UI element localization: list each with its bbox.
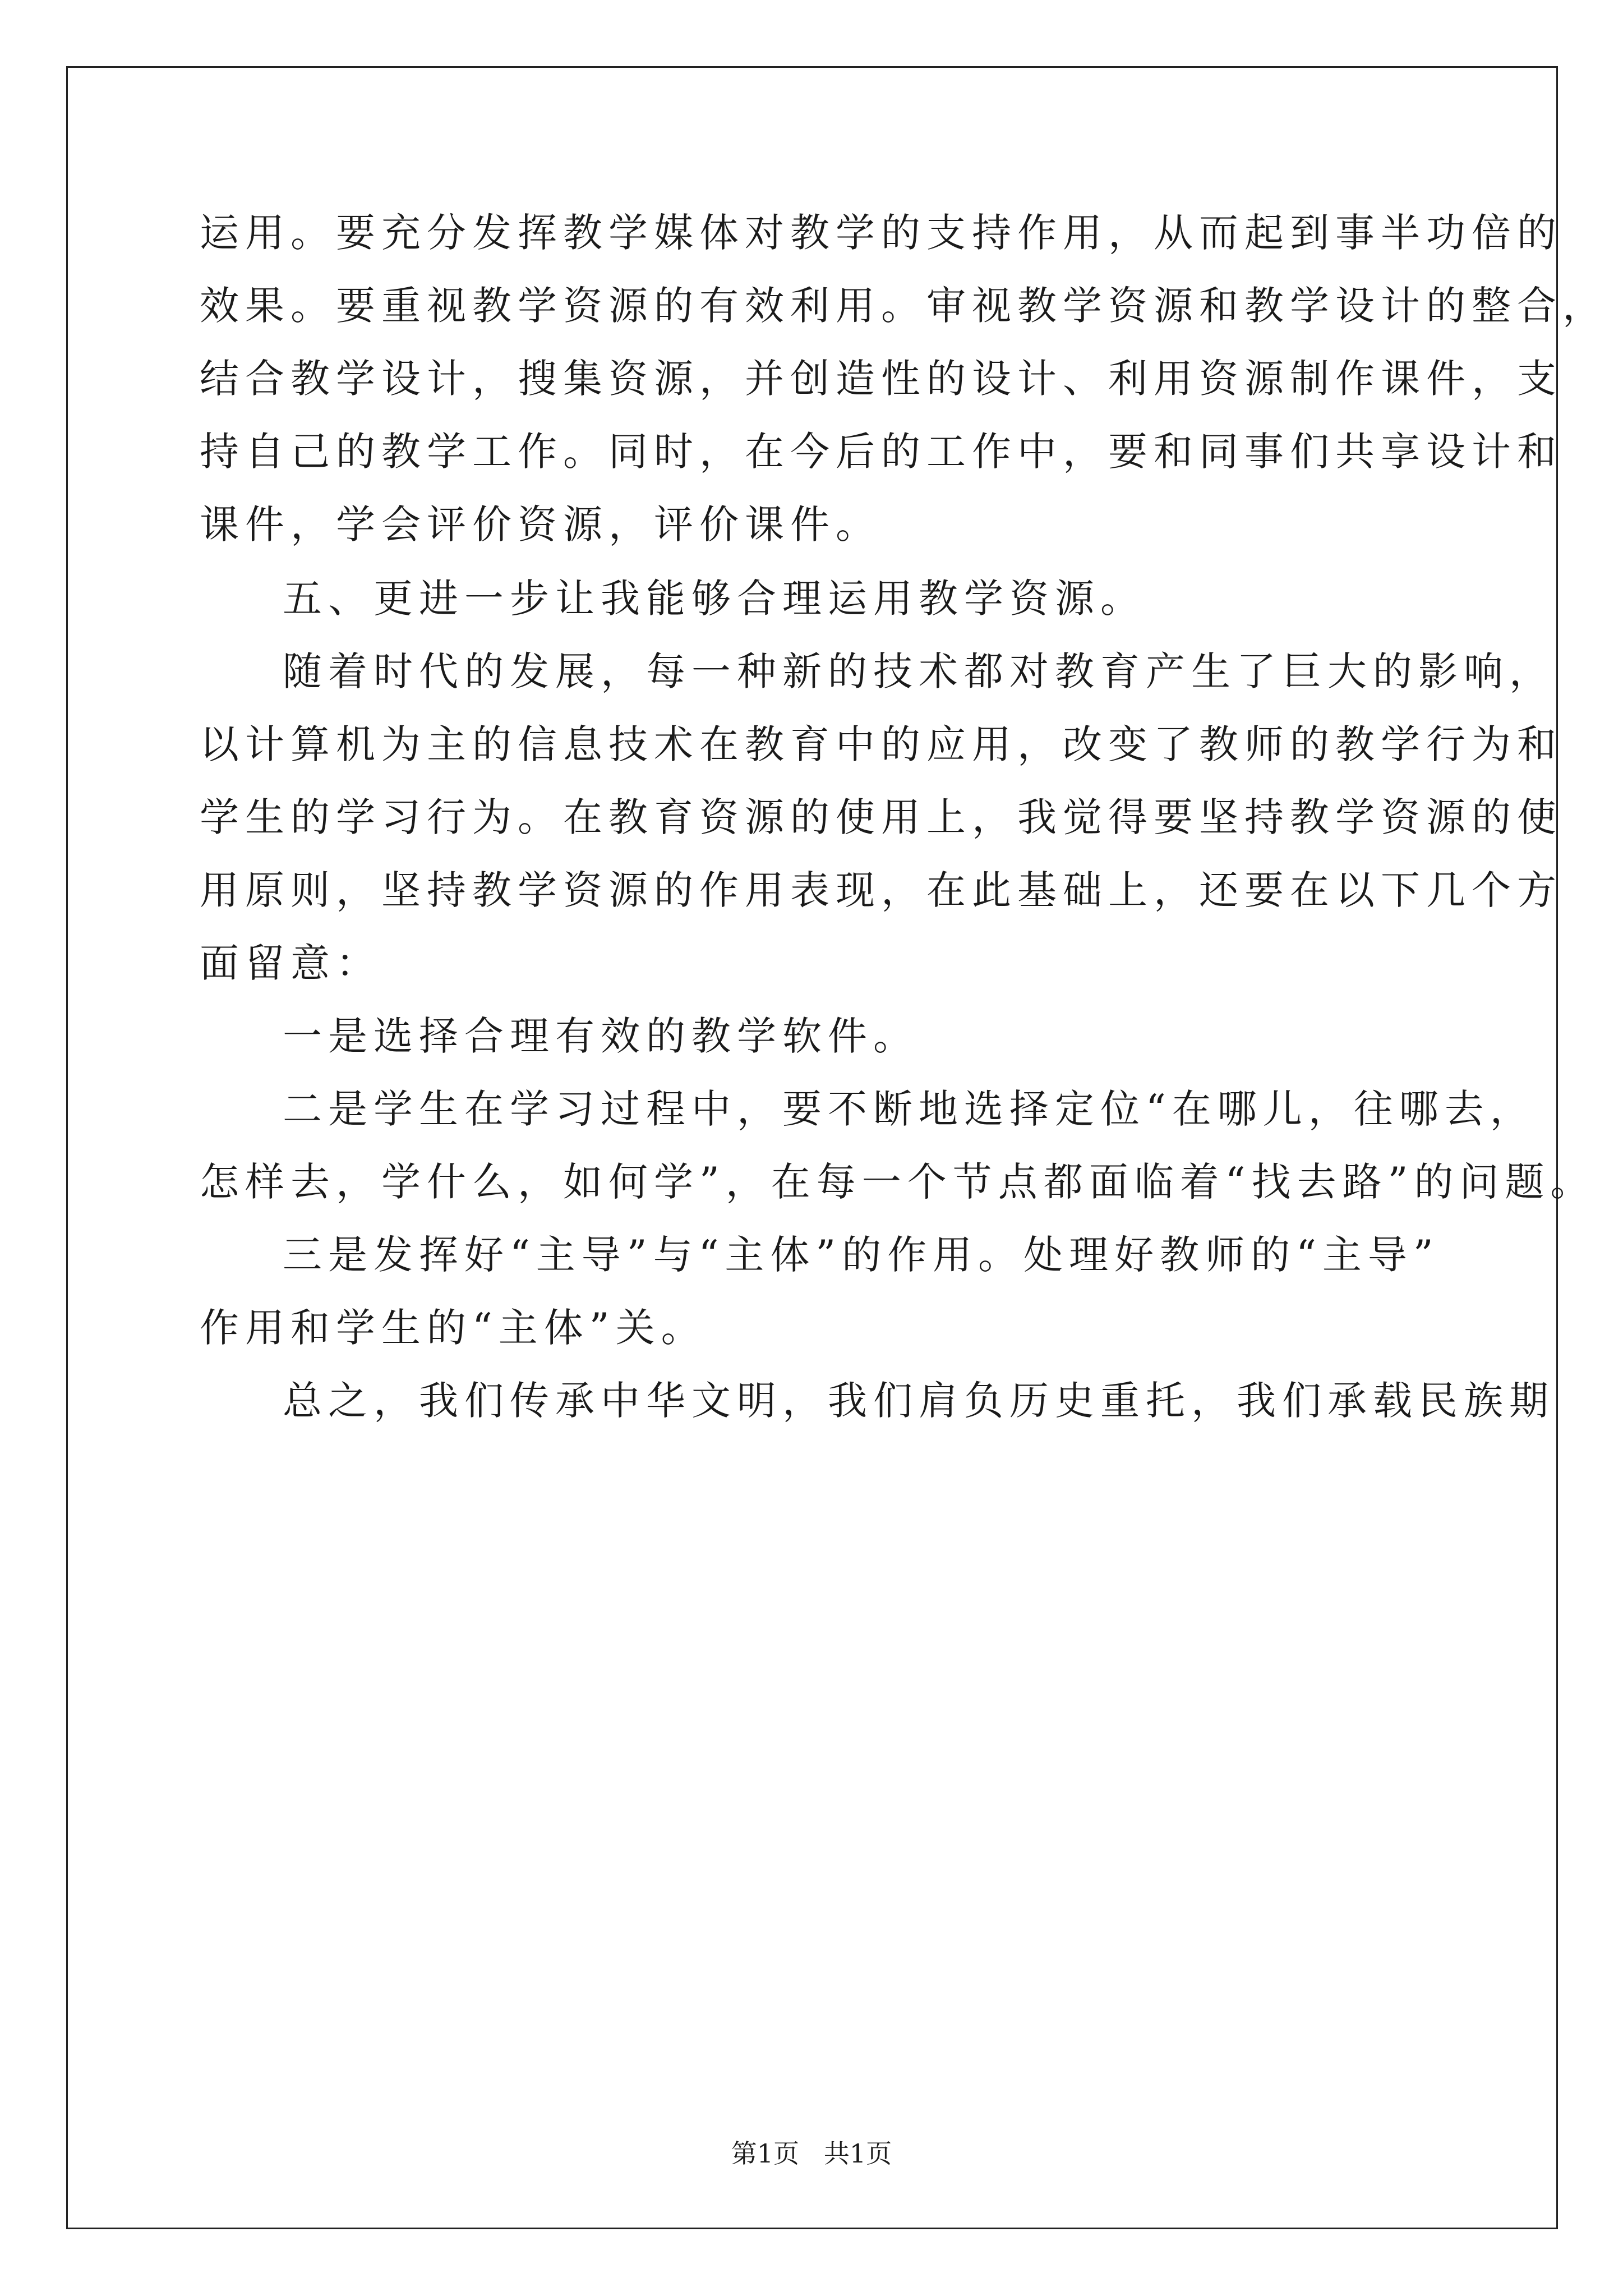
text-line: 运用。要充分发挥教学媒体对教学的支持作用，从而起到事半功倍的: [200, 210, 1562, 256]
text-line: 学生的学习行为。在教育资源的使用上，我觉得要坚持教学资源的使: [200, 794, 1562, 840]
section-heading: 五、更进一步让我能够合理运用教学资源。: [283, 576, 1146, 622]
text-line: 效果。要重视教学资源的有效利用。审视教学资源和教学设计的整合，: [200, 283, 1608, 329]
text-line: 用原则，坚持教学资源的作用表现，在此基础上，还要在以下几个方: [200, 867, 1562, 913]
text-line: 结合教学设计，搜集资源，并创造性的设计、利用资源制作课件，支: [200, 356, 1562, 402]
text-line: 课件，学会评价资源，评价课件。: [200, 501, 881, 547]
list-item-3: 三是发挥好“主导”与“主体”的作用。处理好教师的“主导”: [283, 1232, 1440, 1278]
list-item-2: 二是学生在学习过程中，要不断地选择定位“在哪儿，往哪去，: [283, 1086, 1536, 1132]
text-line: 作用和学生的“主体”关。: [200, 1305, 707, 1351]
list-item-1: 一是选择合理有效的教学软件。: [283, 1013, 919, 1059]
paragraph-start: 随着时代的发展，每一种新的技术都对教育产生了巨大的影响，: [283, 648, 1555, 694]
paragraph-start: 总之，我们传承中华文明，我们肩负历史重托，我们承载民族期: [283, 1378, 1555, 1424]
text-line: 以计算机为主的信息技术在教育中的应用，改变了教师的教学行为和: [200, 721, 1562, 767]
text-line: 持自己的教学工作。同时，在今后的工作中，要和同事们共享设计和: [200, 429, 1562, 475]
text-line: 怎样去，学什么，如何学”，在每一个节点都面临着“找去路”的问题。: [200, 1159, 1596, 1205]
text-line: 面留意：: [200, 940, 381, 986]
page-number-footer: 第1页 共1页: [731, 2138, 892, 2169]
